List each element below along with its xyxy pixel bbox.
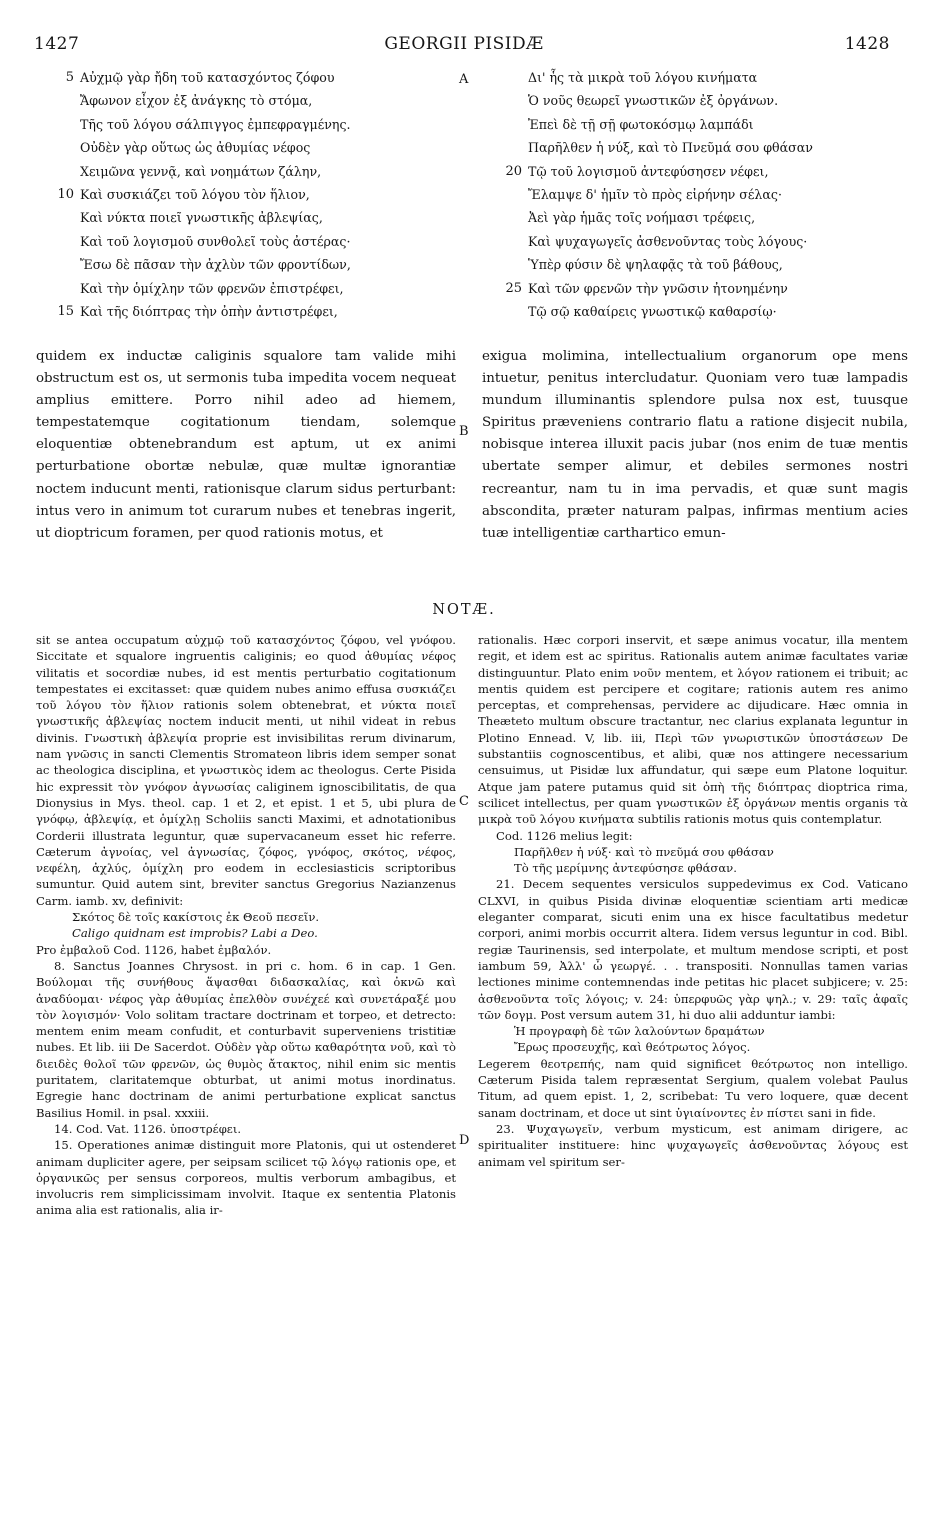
column-marker-c: C [459,794,469,809]
notes-column-right [478,632,908,1170]
greek-verse-left [46,66,456,323]
column-marker-a: A [459,72,469,87]
page-number-left: 1427 [34,34,80,54]
verse-text: Τῆς τοῦ λόγου σάλπιγγος ἐμπεφραγμένης. [80,116,351,132]
verse-line [494,230,914,253]
verse-line [494,66,914,89]
verse-number: 15 [57,304,74,320]
verse-number: 20 [505,163,522,179]
verse-text: Καὶ νύκτα ποιεῖ γνωστικῆς ἀβλεψίας, [80,210,323,226]
verse-line [46,113,456,136]
verse-line [46,206,456,229]
verse-text: Ὁ νοῦς θεωρεῖ γνωστικῶν ἐξ ὀργάνων. [528,93,779,109]
verse-line [46,230,456,253]
running-title: GEORGII PISIDÆ [384,34,544,54]
verse-line [46,183,456,206]
latin-translation-left: quidem ex inductæ caliginis squalore tam valide mihi obstructum est os, ut sermonis tuba impedita vocem nequeat amplius emittere. Porro nihil adeo ad hiemem, tempestatemque cogitationum tiendam, solemque eloquentiæ obtenebrandum est aptum, ut ex animi perturbatione obortæ nebulæ, quæ multæ ignorantiæ noctem inducunt menti, rationisque clarum sidus perturbant: intus vero in animum tot curarum nubes et tenebras ingerit, ut dioptricum foramen, per quod rationis motus, et [36,349,456,541]
note-paragraph: rationalis. Hæc corpori inservit, et sæpe animus vocatur, illa mentem regit, et idem est ac spiritus. Rationalis autem animæ facultates variæ distinguuntur. Plato enim νοῦν mentem, et λόγον rationem ei tribuit; ac mentis quidem est percipere et cogitare; rationis autem res animo perceptas, et comprehensas, pervidere ac dijudicare. Hæc omnia in Theæteto multum obscure tractantur, nec clarius explanata leguntur in Plotino Ennead. V, lib. iii, Περὶ τῶν γνωριστικῶν ὑποστάσεων De substantiis cognoscentibus, et alibi, quæ nos attingere necessarium censuimus, ut Pisidæ lux affundatur, qui sæpe eum Platone loquitur. Atque jam patere putamus quid sit ὀπὴ τῆς διόπτρας dioptrica rima, scilicet intellectus, per quam γνωστικῶν ἐξ ὀργάνων mentis organis τὰ μικρὰ τοῦ λόγου κινήματα subtilis rationis motus quis contemplatur. [478,633,908,827]
note-paragraph: 14. Cod. Vat. 1126. ὑποστρέφει. [54,1121,242,1136]
note-paragraph: Ἡ προγραφὴ δὲ τῶν λαλούντων δραμάτων [514,1024,765,1039]
verse-text: Καὶ συσκιάζει τοῦ λόγου τὸν ἥλιον, [80,187,310,203]
verse-line [46,160,456,183]
verse-number: 10 [57,187,74,203]
verse-line [494,136,914,159]
verse-text: Ἀεὶ γὰρ ἡμᾶς τοῖς νοήμασι τρέφεις, [528,210,756,226]
notes-heading: NOTÆ. [432,602,496,618]
note-paragraph: 23. Ψυχαγωγεῖν, verbum mysticum, est animam dirigere, ac spiritualiter instituere: hinc ψυχαγωγεῖς ἀσθενοῦντας λόγους est animam vel spiritum ser- [478,1121,908,1169]
verse-text: Οὐδὲν γὰρ οὕτως ὡς ἀθυμίας νέφος [80,140,311,156]
verse-line [494,277,914,300]
verse-text: Ἐπεὶ δὲ τῇ σῇ φωτοκόσμῳ λαμπάδι [528,116,754,132]
note-paragraph: Παρῆλθεν ἡ νύξ· καὶ τὸ πνεῦμά σου φθάσαν [514,844,774,859]
verse-line [494,183,914,206]
note-paragraph: Ἔρως προσευχῆς, καὶ θεότρωτος λόγος. [514,1040,751,1055]
verse-text: Καὶ τῆς διόπτρας τὴν ὀπὴν ἀντιστρέφει, [80,304,338,320]
note-paragraph: sit se antea occupatum αὐχμῷ τοῦ κατασχόντος ζόφου, vel γνόφου. Siccitate et squalore ingruentis caliginis; eo quod ἀθυμίας νέφος vilitatis et socordiæ nubes, id est mentis perturbatio cogitationum tempestates ei excitasset: quæ quidem nubes animo effusa συσκιάζει τοῦ λόγου τὸν ἥλιον rationis solem obtenebrat, et νύκτα ποιεῖ γνωστικῆς ἀβλεψίας noctem inducit menti, ut nihil videat in rebus divinis. Γνωστικὴ ἀβλεψία proprie est invisibilitas rerum divinarum, nam γνῶσις in sancti Clementis Stromateon libris idem semper sonat ac theologica disciplina, et γνωστικὸς idem ac theologus. Certe Pisida hic expressit τὸν γνόφον ἀγνωσίας caliginem ignoscibilitatis, de qua Dionysius in Mys. theol. cap. 1 et 2, et epist. 1 et 5, ubi plura de γνόφῳ, ἀβλεψίᾳ, et ὁμίχλῃ Scholiis sancti Maximi, et adnotationibus Corderii illustrata leguntur, quæ supervacaneum esset hic referre. Cæterum ἀγνοίας, vel ἀγνωσίας, ζόφος, γνόφος, σκότος, νέφος, νεφέλη, ἀχλύς, ὁμίχλη pro eodem in ecclesiasticis scriptoribus sumuntur. Quid autem sint, breviter sanctus Gregorius Nazianzenus Carm. iamb. xv, definivit: [36,633,456,908]
verse-text: Καὶ τὴν ὁμίχλην τῶν φρενῶν ἐπιστρέφει, [80,280,344,296]
verse-text: Τῷ τοῦ λογισμοῦ ἀντεφύσησεν νέφει, [528,163,769,179]
verse-text: Παρῆλθεν ἡ νύξ, καὶ τὸ Πνεῦμά σου φθάσαν [528,140,813,156]
verse-text: Αὐχμῷ γὰρ ἤδη τοῦ κατασχόντος ζόφου [80,70,335,85]
note-paragraph: Pro ἐμβαλοῦ Cod. 1126, habet ἐμβαλόν. [36,942,272,957]
verse-line [46,136,456,159]
verse-text: Τῷ σῷ καθαίρεις γνωστικῷ καθαρσίῳ· [528,304,777,320]
column-marker-d: D [459,1133,470,1148]
verse-line [46,253,456,276]
verse-line [46,277,456,300]
note-paragraph: Σκότος δὲ τοῖς κακίστοις ἐκ Θεοῦ πεσεῖν. [72,910,320,925]
page-number-right: 1428 [844,34,890,54]
verse-line [494,206,914,229]
column-marker-b: B [459,424,469,439]
verse-text: Ἄφωνον εἶχον ἐξ ἀνάγκης τὸ στόμα, [80,93,313,109]
verse-line [46,300,456,323]
greek-verse-right [494,66,914,323]
verse-line [46,89,456,112]
verse-text: Ἔλαμψε δ' ἡμῖν τὸ πρὸς εἰρήνην σέλας· [528,187,782,203]
note-paragraph: Legerem θεοτρεπής, nam quid significet θεότρωτος non intelligo. Cæterum Pisida talem repræsentat Sergium, qualem volebat Paulus Titum, ad quem epist. 1, 2, scribebat: Tu vero loquere, quæ decent sanam doctrinam, et doce ut sint ὑγιαίνοντες ἐν πίστει sani in fide. [478,1056,908,1120]
verse-line [494,253,914,276]
verse-text: Καὶ τοῦ λογισμοῦ συνθολεῖ τοὺς ἀστέρας· [80,233,351,249]
note-paragraph: Caligo quidnam est improbis? Labi a Deo. [72,926,318,941]
notes-column-left [36,632,456,1219]
verse-number: 5 [65,70,74,85]
note-paragraph: 21. Decem sequentes versiculos suppedevimus ex Cod. Vaticano CLXVI, in quibus Pisida divinæ eloquentiæ scientiam arti medicæ eleganter comparat, sicuti enim una ex hisce facultatibus medetur corpori, animi morbis occurrit altera. Iidem versus leguntur in cod. Bibl. regiæ Taurinensis, sed interpolate, et multum mendose scripti, et post iambum 59, Ἀλλ' ὦ γεωργέ. . . transpositi. Nonnullas tamen varias lectiones minime contemnendas inde petitas hic placet subjicere; v. 25: ἀσθενοῦντα τοῖς λόγοις; v. 24: ὑπερφυῶς γὰρ ψηλ.; v. 29: ταῖς ἀφαῖς τῶν δογμ. Post versum autem 31, hi duo alii adduntur iambi: [478,877,908,1022]
verse-line [494,300,914,323]
verse-line [494,89,914,112]
verse-text: Δι' ἧς τὰ μικρὰ τοῦ λόγου κινήματα [528,70,758,85]
verse-text: Ἔσω δὲ πᾶσαν τὴν ἀχλὺν τῶν φροντίδων, [80,257,351,273]
verse-text: Χειμῶνα γεννᾷ, καὶ νοημάτων ζάλην, [80,163,322,179]
verse-text: Καὶ τῶν φρενῶν τὴν γνῶσιν ἠτονημένην [528,280,788,296]
note-paragraph: Cod. 1126 melius legit: [496,828,633,843]
verse-line [46,66,456,89]
verse-text: Ὑπὲρ φύσιν δὲ ψηλαφᾷς τὰ τοῦ βάθους, [528,257,783,273]
verse-line [494,160,914,183]
note-paragraph: 8. Sanctus Joannes Chrysost. in pri c. hom. 6 in cap. 1 Gen. Βούλομαι τῆς συνήθους ἅψασθαι διδασκαλίας, καὶ ὀκνῶ καὶ ἀναδύομαι· νέφος γὰρ ἀθυμίας ἐπελθὸν συνέχεέ καὶ συνετάραξέ μου τὸν λογισμόν· Volo solitam tractare doctrinam et torpeo, et detrecto: mentem enim meam confudit, et conturbavit superveniens tristitiæ nubes. Et lib. iii De Sacerdot. Οὐδὲν γὰρ οὕτω καθαρότητα νοῦ, καὶ τὸ διειδὲς θολοῖ τῶν φρενῶν, ὡς θυμὸς ἄτακτος, nihil enim sic mentis puritatem, claritatemque obturbat, ut animi motus inordinatus. Egregie hanc doctrinam de animi perturbatione explicat sanctus Basilius Homil. in psal. xxxiii. [36,958,456,1120]
verse-line [494,113,914,136]
note-paragraph: Τὸ τῆς μερίμνης ἀντεφύσησε φθάσαν. [514,861,737,876]
latin-translation-right: exigua molimina, intellectualium organorum ope mens intuetur, penitus intercludatur. Quoniam vero tuæ lampadis mundum illuminantis splendore pulsa nox est, tuusque Spiritus præveniens contrario flatu a ratione disjecit nubila, nobisque interea illuxit pacis jubar (nos enim de tuæ mentis ubertate semper alimur, et debiles sermones nostri recreantur, nam tu in ima pervadis, et quæ sunt magis abscondita, præter naturam palpas, infirmas mentium acies tuæ intelligentiæ carthartico emun- [482,349,908,541]
verse-number: 25 [505,280,522,296]
note-paragraph: 15. Operationes animæ distinguit more Platonis, qui ut ostenderet animam dupliciter agere, per seipsam scilicet τῷ λόγῳ rationis ope, et ὀργανικῶς per sensus corporeos, multis verborum ambagibus, et involucris rem simplicissimam involvit. Itaque ex sententia Platonis anima alia est rationalis, alia ir- [36,1138,456,1218]
verse-text: Καὶ ψυχαγωγεῖς ἀσθενοῦντας τοὺς λόγους· [528,233,808,249]
